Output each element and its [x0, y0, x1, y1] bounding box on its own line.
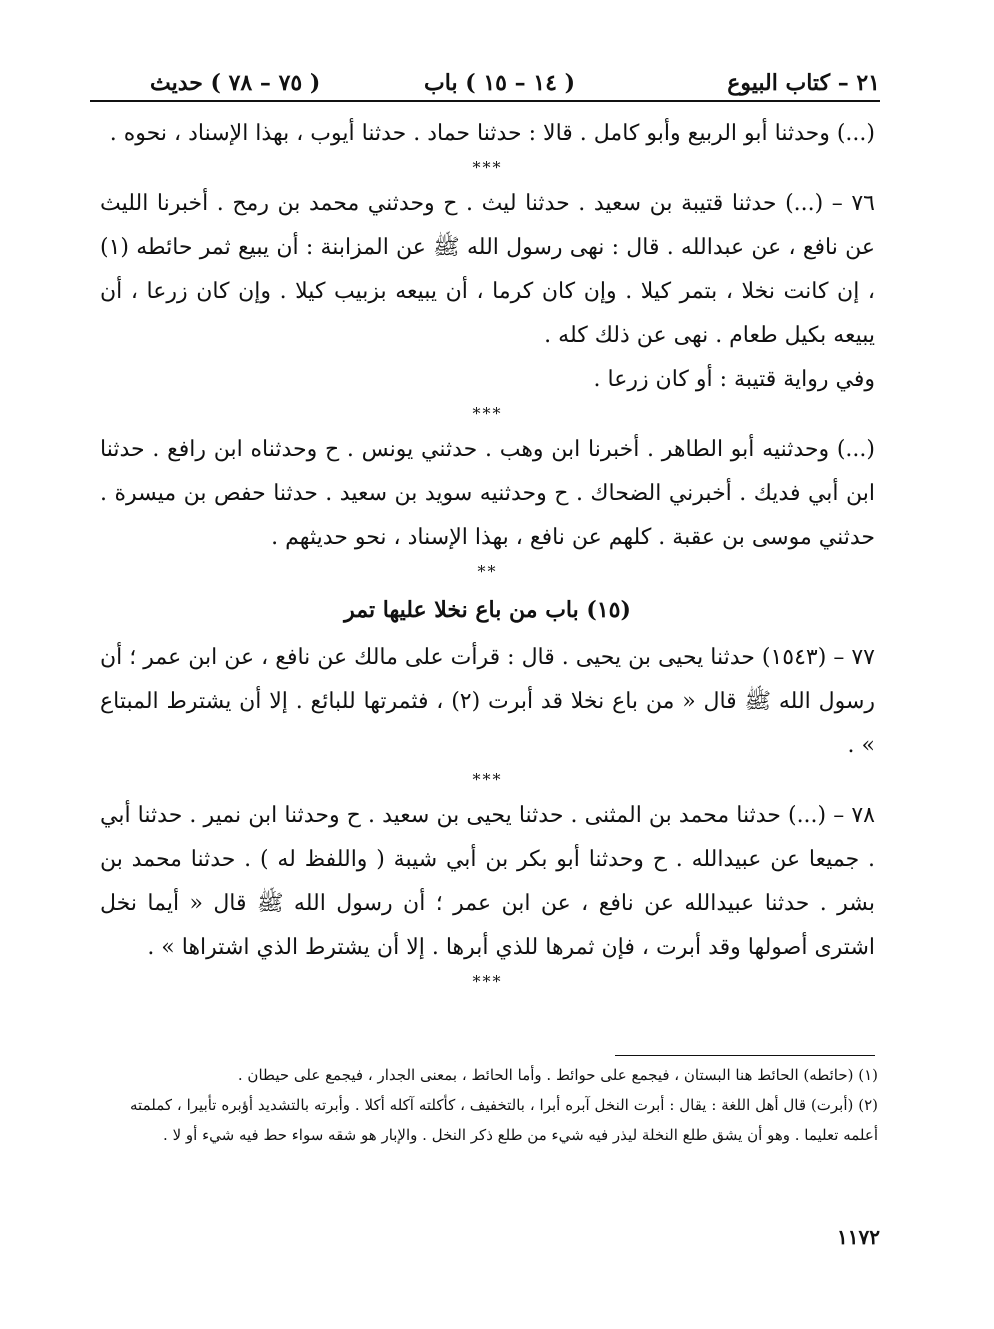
section-separator: *** — [472, 770, 503, 789]
footnote: (٢) (أبرت) قال أهل اللغة : يقال : أبرت النخل آبره أبرا ، بالتخفيف ، كأكلته آكله أكلا . وأبرته بالتشديد أؤبره تأبيرا ، كملمته أعلمه تعليما . وهو أن يشق طلع النخلة ليذر فيه شيء من طلع ذكر النخل . والإبار هو شقه سواء حط فيه شيء أو لا . — [130, 1096, 878, 1144]
hadith-paragraph: ٧٧ – (١٥٤٣) حدثنا يحيى بن يحيى . قال : قرأت على مالك عن نافع ، عن ابن عمر ؛ أن رسول الله ﷺ قال « من باع نخلا قد أبرت (٢) ، فثمرتها للبائع . إلا أن يشترط المبتاع » . — [100, 645, 876, 758]
header-book-title: ٢١ – كتاب البيوع — [727, 70, 880, 96]
hadith-paragraph: (...) وحدثنيه أبو الطاهر . أخبرنا ابن وهب . حدثني يونس . ح وحدثناه ابن رافع . حدثنا ابن أبي فديك . أخبرني الضحاك . ح وحدثنيه سويد بن سعيد . حدثنا حفص بن ميسرة . حدثني موسى بن عقبة . كلهم عن نافع ، بهذا الإسناد ، نحو حديثهم . — [100, 437, 875, 550]
hadith-paragraph: (...) وحدثنا أبو الربيع وأبو كامل . قالا : حدثنا حماد . حدثنا أيوب ، بهذا الإسناد ، نحوه . — [109, 121, 875, 146]
section-separator: *** — [472, 158, 503, 177]
section-separator: ** — [477, 562, 498, 581]
header-chapter-ref: ( ١٤ – ١٥ ) باب — [424, 70, 575, 96]
running-header — [120, 62, 880, 102]
section-separator: *** — [472, 404, 503, 423]
hadith-paragraph: وفي رواية قتيبة : أو كان زرعا . — [593, 367, 875, 392]
hadith-paragraph: ٧٨ – (...) حدثنا محمد بن المثنى . حدثنا يحيى بن سعيد . ح وحدثنا ابن نمير . حدثنا أبي . جميعا عن عبيدالله . ح وحدثنا أبو بكر بن أبي شيبة ( واللفظ له ) . حدثنا محمد بن بشر . حدثنا عبيدالله عن نافع ، عن ابن عمر ؛ أن رسول الله ﷺ قال « أيما نخل اشترى أصولها وقد أبرت ، فإن ثمرها للذي أبرها . إلا أن يشترط الذي اشتراها » . — [100, 803, 875, 960]
section-separator: *** — [472, 972, 503, 991]
main-text — [100, 112, 875, 996]
header-divider — [90, 100, 880, 102]
footnote: (١) (حائطه) الحائط هنا البستان ، فيجمع على حوائط . وأما الحائط ، بمعنى الجدار ، فيجمع على حيطان . — [237, 1066, 878, 1084]
footnote-divider — [615, 1055, 875, 1056]
page-number: ١١٧٢ — [837, 1225, 880, 1249]
hadith-paragraph: ٧٦ – (...) حدثنا قتيبة بن سعيد . حدثنا ليث . ح وحدثني محمد بن رمح . أخبرنا الليث عن نافع ، عن عبدالله . قال : نهى رسول الله ﷺ عن المزابنة : أن يبيع ثمر حائطه (١) ، إن كانت نخلا ، بتمر كيلا . وإن كان كرما ، أن يبيعه بزبيب كيلا . وإن كان زرعا ، أن يبيعه بكيل طعام . نهى عن ذلك كله . — [100, 191, 875, 348]
header-hadith-ref: ( ٧٥ – ٧٨ ) حديث — [150, 70, 321, 96]
chapter-title: (١٥) باب من باع نخلا عليها تمر — [344, 597, 631, 623]
footnotes — [130, 1060, 878, 1150]
